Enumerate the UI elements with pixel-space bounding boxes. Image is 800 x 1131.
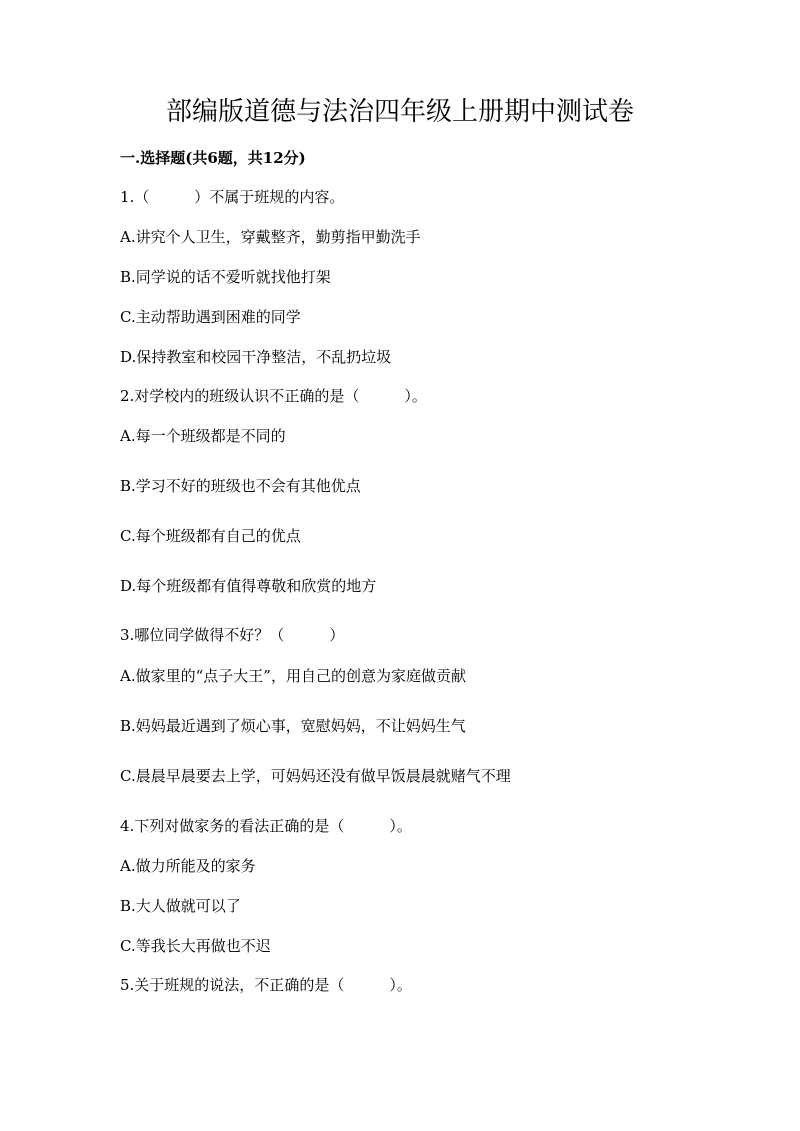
question-5-stem: 5.关于班规的说法，不正确的是（ ）。 bbox=[120, 976, 412, 994]
question-3-option-a: A.做家里的“点子大王”，用自己的创意为家庭做贡献 bbox=[120, 667, 466, 685]
exam-title: 部编版道德与法治四年级上册期中测试卷 bbox=[165, 97, 634, 127]
question-2-option-b: B.学习不好的班级也不会有其他优点 bbox=[120, 477, 361, 495]
question-1-stem: 1.（ ）不属于班规的内容。 bbox=[120, 188, 345, 206]
question-1-option-b: B.同学说的话不爱听就找他打架 bbox=[120, 268, 331, 286]
question-1-option-c: C.主动帮助遇到困难的同学 bbox=[120, 308, 301, 326]
question-4-stem: 4.下列对做家务的看法正确的是（ ）。 bbox=[120, 817, 412, 835]
section-header: 一.选择题(共6题，共12分) bbox=[120, 149, 306, 167]
question-2-option-a: A.每一个班级都是不同的 bbox=[120, 427, 286, 445]
question-4-option-a: A.做力所能及的家务 bbox=[120, 857, 256, 875]
question-2-option-c: C.每个班级都有自己的优点 bbox=[120, 527, 301, 545]
question-3-stem: 3.哪位同学做得不好？（ ） bbox=[120, 626, 345, 644]
question-3-option-c: C.晨晨早晨要去上学，可妈妈还没有做早饭晨晨就赌气不理 bbox=[120, 767, 511, 785]
question-4-option-b: B.大人做就可以了 bbox=[120, 897, 241, 915]
question-1-option-d: D.保持教室和校园干净整洁，不乱扔垃圾 bbox=[120, 348, 392, 366]
question-4-option-c: C.等我长大再做也不迟 bbox=[120, 937, 271, 955]
question-1-option-a: A.讲究个人卫生，穿戴整齐，勤剪指甲勤洗手 bbox=[120, 228, 421, 246]
question-2-option-d: D.每个班级都有值得尊敬和欣赏的地方 bbox=[120, 577, 377, 595]
question-2-stem: 2.对学校内的班级认识不正确的是（ ）。 bbox=[120, 387, 427, 405]
question-3-option-b: B.妈妈最近遇到了烦心事，宽慰妈妈，不让妈妈生气 bbox=[120, 717, 466, 735]
